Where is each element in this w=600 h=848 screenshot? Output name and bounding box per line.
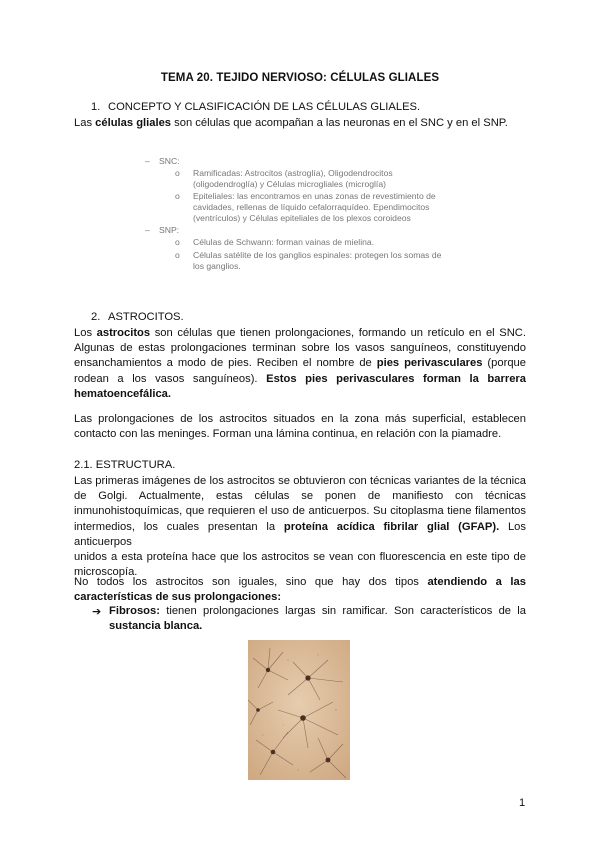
section-1-number: 1. — [91, 101, 101, 113]
section-1-heading: CONCEPTO Y CLASIFICACIÓN DE LAS CÉLULAS GLIALES. — [108, 101, 421, 113]
section-2-number: 2. — [91, 311, 101, 323]
estructura-paragraph: Las primeras imágenes de los astrocitos se obtuvieron con técnicas variantes de la técnica de Golgi. Actualmente, estas células se ponen de manifiesto con técnicas inmunohistoquímicas, que requieren el uso de anticuerpos. Su citoplasma tiene filamentos intermedios, los cuales presentan la proteína acídica fibrilar glial (GFAP). Los anticuerpos unidos a esta proteína hace que los astrocitos se vean con fluorescencia en este tipo de microscopía. — [74, 475, 527, 579]
snc-label: SNC: — [159, 156, 180, 166]
astrocyte-micrograph-image — [248, 640, 350, 780]
tipos-paragraph: No todos los astrocitos son iguales, sino que hay dos tipos atendiendo a las características de sus prolongaciones: — [74, 576, 526, 604]
section-1-paragraph: Las células gliales son células que acompañan a las neuronas en el SNC y en el SNP. — [74, 117, 508, 129]
section-2-1-heading: 2.1. ESTRUCTURA. — [74, 459, 176, 471]
arrow-bullet-icon: ➔ — [92, 606, 102, 618]
page-title: TEMA 20. TEJIDO NERVIOSO: CÉLULAS GLIALES — [160, 72, 440, 84]
fibrosos-item: Fibrosos: tienen prolongaciones largas sin ramificar. Son característicos de la sustancia blanca. — [109, 605, 526, 633]
section-2-heading: ASTROCITOS. — [108, 311, 184, 323]
astrocitos-paragraph: Los astrocitos son células que tienen prolongaciones, formando un retículo en el SNC. Algunas de estas prolongaciones terminan sobre los vasos sanguíneos, constituyendo ensanchamientos a modo de pies. Reciben el nombre de pies perivasculares (porque rodean a los vasos sanguíneos). Estos pies perivasculares forman la barrera hematoencefálica. — [74, 327, 526, 400]
glia-classification-outline: – SNC: o Ramificadas: Astrocitos (astroglía), Oligodendrocitos (oligodendroglía) y Células microgliales (microglía) o Epiteliales: las encontramos en unas zonas de revestimiento de cavidades, rellenas de líquido cefalorraquídeo. Ependimocitos (ventrículos) y Células epiteliales de los plexos coroideos – SNP: o Células de Schwann: forman vainas de mielina. o Células satélite de los ganglios espinales: protegen los somas de los ganglios. — [145, 156, 442, 271]
meninges-paragraph: Las prolongaciones de los astrocitos situados en la zona más superficial, establecen contacto con las meninges. Forman una lámina continua, en relación con la piamadre. — [74, 413, 526, 441]
page-number: 1 — [519, 797, 526, 809]
snp-label: SNP: — [159, 225, 180, 235]
